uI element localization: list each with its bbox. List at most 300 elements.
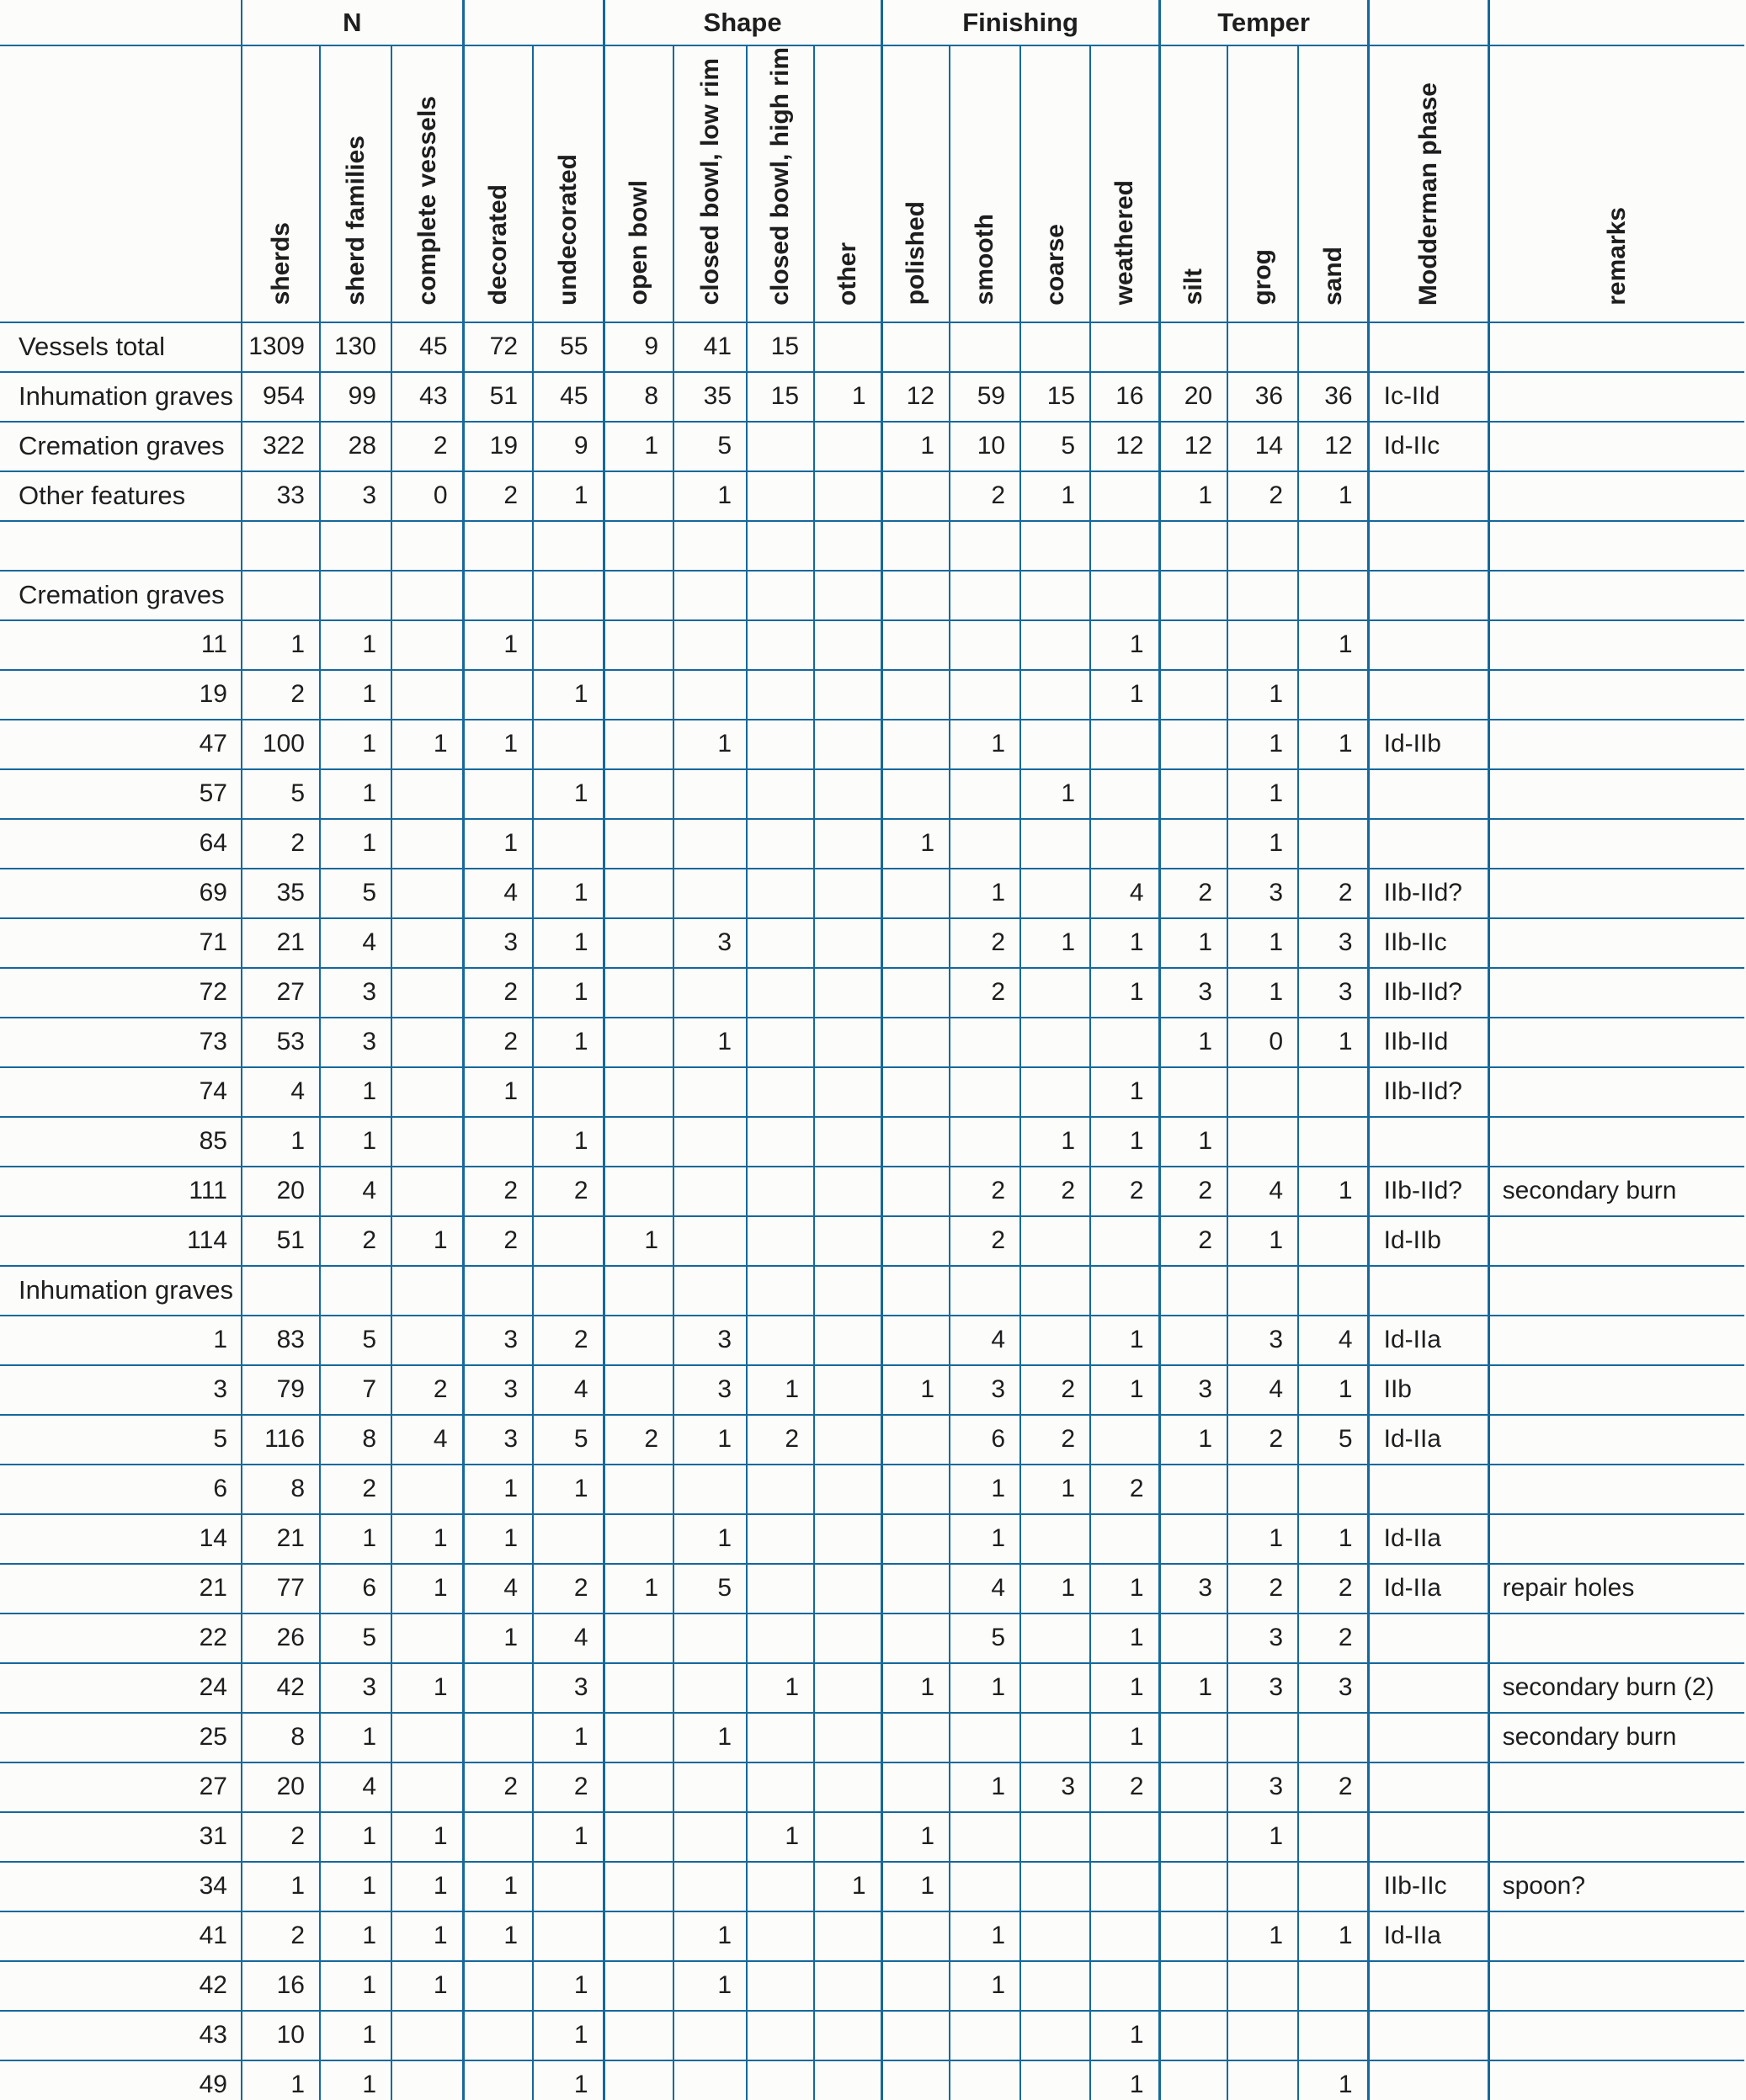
cell-modderman-phase: Id-IIa: [1368, 1415, 1488, 1465]
cell-undecorated: 2: [533, 1167, 604, 1216]
cell-undecorated: 4: [533, 1365, 604, 1415]
cell-closed-bowl-low-rim: [673, 1663, 747, 1713]
cell-decorated: [463, 1663, 533, 1713]
col-header-closed-bowl-low-rim: [673, 45, 747, 322]
cell-weathered: [1090, 1514, 1159, 1564]
cell-polished: 1: [881, 1812, 950, 1862]
cell-decorated: 2: [463, 1018, 533, 1067]
cell-sand: 1: [1298, 1167, 1368, 1216]
cell-undecorated: 1: [533, 769, 604, 819]
cell-silt: 2: [1159, 1167, 1227, 1216]
cell-weathered: [1090, 769, 1159, 819]
cell-grog: 1: [1227, 819, 1298, 869]
cell-other: [814, 471, 881, 521]
cell-closed-bowl-low-rim: [673, 1465, 747, 1514]
cell-other: [814, 1266, 881, 1316]
cell-sand: 1: [1298, 1018, 1368, 1067]
row-label: 19: [0, 670, 242, 720]
col-header-other: [814, 45, 881, 322]
cell-sand: 1: [1298, 1911, 1368, 1961]
column-group-unlabeled: [1488, 0, 1744, 45]
cell-sand: 2: [1298, 1564, 1368, 1614]
cell-remarks: [1488, 670, 1744, 720]
cell-remarks: [1488, 471, 1744, 521]
cell-open-bowl: [604, 1316, 673, 1365]
cell-silt: [1159, 1316, 1227, 1365]
cell-weathered: 1: [1090, 620, 1159, 670]
cell-sherd-families: 1: [320, 620, 391, 670]
cell-other: [814, 670, 881, 720]
table-row-19: [0, 670, 1744, 720]
col-header-sherds: [242, 45, 320, 322]
cell-closed-bowl-high-rim: [747, 720, 814, 769]
cell-open-bowl: [604, 1167, 673, 1216]
cell-remarks: [1488, 1067, 1744, 1117]
cell-complete-vessels: [391, 2011, 463, 2060]
cell-open-bowl: 8: [604, 372, 673, 422]
cell-weathered: [1090, 1961, 1159, 2011]
cell-other: [814, 1663, 881, 1713]
cell-closed-bowl-low-rim: 1: [673, 471, 747, 521]
cell-coarse: 2: [1020, 1365, 1090, 1415]
cell-coarse: 1: [1020, 918, 1090, 968]
cell-undecorated: [533, 1216, 604, 1266]
table-row-blank-4: [0, 521, 1744, 571]
col-header-label: sand: [1318, 246, 1347, 306]
cell-closed-bowl-low-rim: [673, 1266, 747, 1316]
cell-undecorated: [533, 521, 604, 571]
cell-silt: [1159, 1514, 1227, 1564]
cell-smooth: 2: [950, 471, 1020, 521]
cell-sherd-families: 7: [320, 1365, 391, 1415]
cell-other: [814, 571, 881, 620]
cell-complete-vessels: [391, 1762, 463, 1812]
cell-sherd-families: 1: [320, 2011, 391, 2060]
cell-sherd-families: 1: [320, 1067, 391, 1117]
cell-smooth: 3: [950, 1365, 1020, 1415]
cell-polished: [881, 1762, 950, 1812]
cell-open-bowl: [604, 2060, 673, 2100]
cell-modderman-phase: IIb-IIc: [1368, 918, 1488, 968]
cell-sherd-families: 1: [320, 1713, 391, 1762]
col-header-label: other: [833, 242, 862, 306]
table-row-27: [0, 1762, 1744, 1812]
cell-closed-bowl-low-rim: [673, 1614, 747, 1663]
cell-silt: 1: [1159, 1018, 1227, 1067]
cell-decorated: 2: [463, 1762, 533, 1812]
cell-grog: [1227, 521, 1298, 571]
cell-polished: [881, 1117, 950, 1167]
cell-smooth: [950, 819, 1020, 869]
cell-coarse: [1020, 1067, 1090, 1117]
cell-other: [814, 1018, 881, 1067]
cell-other: [814, 1514, 881, 1564]
cell-modderman-phase: [1368, 1812, 1488, 1862]
cell-silt: [1159, 1911, 1227, 1961]
col-header-coarse: [1020, 45, 1090, 322]
cell-polished: 1: [881, 819, 950, 869]
cell-remarks: [1488, 1365, 1744, 1415]
cell-sherd-families: 1: [320, 1117, 391, 1167]
row-label: 57: [0, 769, 242, 819]
table-row-cremation-graves: [0, 571, 1744, 620]
cell-sherds: 100: [242, 720, 320, 769]
cell-open-bowl: [604, 1266, 673, 1316]
table-corner-2: [0, 45, 242, 322]
cell-closed-bowl-high-rim: [747, 1316, 814, 1365]
cell-smooth: 1: [950, 1911, 1020, 1961]
cell-undecorated: 9: [533, 422, 604, 471]
cell-sand: [1298, 322, 1368, 372]
cell-polished: [881, 1167, 950, 1216]
cell-closed-bowl-low-rim: [673, 521, 747, 571]
cell-weathered: 1: [1090, 1614, 1159, 1663]
cell-open-bowl: [604, 1614, 673, 1663]
col-header-label: polished: [902, 201, 930, 306]
cell-closed-bowl-high-rim: [747, 1266, 814, 1316]
cell-other: [814, 769, 881, 819]
cell-smooth: 1: [950, 1762, 1020, 1812]
row-label: Inhumation graves: [0, 372, 242, 422]
cell-coarse: [1020, 1614, 1090, 1663]
cell-sand: 1: [1298, 1514, 1368, 1564]
cell-closed-bowl-high-rim: [747, 620, 814, 670]
row-label: 71: [0, 918, 242, 968]
cell-weathered: [1090, 1812, 1159, 1862]
cell-other: [814, 1117, 881, 1167]
row-label: 31: [0, 1812, 242, 1862]
cell-closed-bowl-low-rim: 3: [673, 1316, 747, 1365]
cell-silt: [1159, 1266, 1227, 1316]
cell-undecorated: 2: [533, 1564, 604, 1614]
cell-smooth: 2: [950, 1167, 1020, 1216]
cell-open-bowl: [604, 620, 673, 670]
cell-weathered: 1: [1090, 918, 1159, 968]
cell-closed-bowl-high-rim: [747, 2060, 814, 2100]
cell-decorated: [463, 670, 533, 720]
cell-decorated: 2: [463, 968, 533, 1018]
cell-smooth: [950, 620, 1020, 670]
cell-weathered: [1090, 1266, 1159, 1316]
cell-weathered: 1: [1090, 1316, 1159, 1365]
cell-other: [814, 322, 881, 372]
table-row-22: [0, 1614, 1744, 1663]
cell-remarks: spoon?: [1488, 1862, 1744, 1911]
column-group-n: N: [242, 0, 463, 45]
cell-weathered: 1: [1090, 1067, 1159, 1117]
cell-open-bowl: [604, 1961, 673, 2011]
row-label: 43: [0, 2011, 242, 2060]
cell-coarse: 1: [1020, 769, 1090, 819]
row-label: 3: [0, 1365, 242, 1415]
cell-sherds: 10: [242, 2011, 320, 2060]
table-row-3: [0, 1365, 1744, 1415]
cell-smooth: [950, 1117, 1020, 1167]
cell-smooth: 1: [950, 1465, 1020, 1514]
cell-polished: [881, 521, 950, 571]
cell-decorated: [463, 1266, 533, 1316]
cell-undecorated: 1: [533, 1713, 604, 1762]
cell-open-bowl: [604, 1663, 673, 1713]
cell-remarks: secondary burn: [1488, 1167, 1744, 1216]
cell-coarse: [1020, 1812, 1090, 1862]
cell-closed-bowl-high-rim: 15: [747, 372, 814, 422]
cell-modderman-phase: IIb-IId: [1368, 1018, 1488, 1067]
cell-modderman-phase: [1368, 471, 1488, 521]
cell-remarks: [1488, 521, 1744, 571]
cell-sherd-families: [320, 571, 391, 620]
col-header-label: sherd families: [341, 135, 370, 306]
cell-sherd-families: 3: [320, 471, 391, 521]
cell-other: [814, 1762, 881, 1812]
table-row-5: [0, 1415, 1744, 1465]
table-row-111: [0, 1167, 1744, 1216]
cell-closed-bowl-high-rim: [747, 471, 814, 521]
cell-polished: [881, 720, 950, 769]
row-label: 64: [0, 819, 242, 869]
cell-grog: 1: [1227, 720, 1298, 769]
cell-smooth: 1: [950, 1514, 1020, 1564]
table-corner: [0, 0, 242, 45]
cell-complete-vessels: 1: [391, 1216, 463, 1266]
cell-undecorated: [533, 620, 604, 670]
col-header-complete-vessels: [391, 45, 463, 322]
cell-complete-vessels: 2: [391, 422, 463, 471]
cell-open-bowl: [604, 2011, 673, 2060]
cell-decorated: 19: [463, 422, 533, 471]
cell-open-bowl: [604, 1713, 673, 1762]
cell-open-bowl: [604, 968, 673, 1018]
cell-weathered: 2: [1090, 1762, 1159, 1812]
cell-decorated: [463, 571, 533, 620]
cell-closed-bowl-low-rim: 5: [673, 1564, 747, 1614]
cell-other: [814, 918, 881, 968]
cell-weathered: [1090, 471, 1159, 521]
cell-coarse: [1020, 2060, 1090, 2100]
cell-remarks: secondary burn: [1488, 1713, 1744, 1762]
cell-smooth: [950, 322, 1020, 372]
cell-smooth: 1: [950, 869, 1020, 918]
cell-closed-bowl-low-rim: 41: [673, 322, 747, 372]
cell-decorated: 1: [463, 1465, 533, 1514]
cell-silt: 1: [1159, 1415, 1227, 1465]
cell-weathered: [1090, 1216, 1159, 1266]
cell-coarse: [1020, 620, 1090, 670]
cell-undecorated: 1: [533, 869, 604, 918]
cell-sherds: 1: [242, 620, 320, 670]
cell-closed-bowl-high-rim: [747, 1614, 814, 1663]
cell-other: [814, 1713, 881, 1762]
col-header-label: closed bowl, low rim: [695, 58, 724, 306]
cell-undecorated: 4: [533, 1614, 604, 1663]
cell-closed-bowl-low-rim: [673, 869, 747, 918]
cell-closed-bowl-high-rim: [747, 1862, 814, 1911]
cell-sherds: 20: [242, 1167, 320, 1216]
cell-polished: 12: [881, 372, 950, 422]
cell-polished: [881, 2011, 950, 2060]
cell-undecorated: 1: [533, 1812, 604, 1862]
cell-undecorated: 5: [533, 1415, 604, 1465]
cell-sherds: 8: [242, 1713, 320, 1762]
cell-sand: 1: [1298, 2060, 1368, 2100]
table-row-42: [0, 1961, 1744, 2011]
cell-sherd-families: 4: [320, 918, 391, 968]
cell-coarse: 1: [1020, 1564, 1090, 1614]
row-label: 49: [0, 2060, 242, 2100]
col-header-label: sherds: [266, 222, 295, 306]
cell-coarse: [1020, 1663, 1090, 1713]
table-row-73: [0, 1018, 1744, 1067]
col-header-closed-bowl-high-rim: [747, 45, 814, 322]
cell-grog: 3: [1227, 1762, 1298, 1812]
cell-complete-vessels: [391, 869, 463, 918]
cell-weathered: 1: [1090, 1564, 1159, 1614]
cell-silt: [1159, 620, 1227, 670]
cell-weathered: 1: [1090, 670, 1159, 720]
cell-grog: [1227, 2011, 1298, 2060]
cell-undecorated: [533, 1911, 604, 1961]
cell-smooth: 5: [950, 1614, 1020, 1663]
cell-sherds: 2: [242, 1812, 320, 1862]
cell-sherd-families: 1: [320, 670, 391, 720]
cell-other: [814, 968, 881, 1018]
cell-sherds: 16: [242, 1961, 320, 2011]
cell-closed-bowl-high-rim: [747, 968, 814, 1018]
cell-sherds: 1309: [242, 322, 320, 372]
cell-modderman-phase: [1368, 769, 1488, 819]
cell-complete-vessels: [391, 1167, 463, 1216]
cell-sand: 1: [1298, 620, 1368, 670]
table-row-49: [0, 2060, 1744, 2100]
cell-modderman-phase: [1368, 521, 1488, 571]
row-label: 73: [0, 1018, 242, 1067]
cell-silt: 2: [1159, 869, 1227, 918]
cell-modderman-phase: [1368, 322, 1488, 372]
table-row-57: [0, 769, 1744, 819]
cell-modderman-phase: [1368, 819, 1488, 869]
cell-remarks: [1488, 571, 1744, 620]
cell-modderman-phase: [1368, 1614, 1488, 1663]
row-label: 14: [0, 1514, 242, 1564]
cell-polished: [881, 1564, 950, 1614]
cell-grog: [1227, 1961, 1298, 2011]
cell-grog: 0: [1227, 1018, 1298, 1067]
cell-coarse: [1020, 571, 1090, 620]
cell-undecorated: 1: [533, 918, 604, 968]
col-header-smooth: [950, 45, 1020, 322]
cell-complete-vessels: 0: [391, 471, 463, 521]
cell-smooth: 2: [950, 918, 1020, 968]
cell-closed-bowl-high-rim: [747, 1564, 814, 1614]
cell-sand: 4: [1298, 1316, 1368, 1365]
cell-smooth: [950, 1713, 1020, 1762]
cell-open-bowl: [604, 1465, 673, 1514]
cell-silt: 1: [1159, 918, 1227, 968]
cell-silt: [1159, 521, 1227, 571]
cell-sherd-families: 3: [320, 968, 391, 1018]
cell-complete-vessels: [391, 571, 463, 620]
cell-remarks: [1488, 1812, 1744, 1862]
cell-polished: [881, 1911, 950, 1961]
table-row-14: [0, 1514, 1744, 1564]
cell-modderman-phase: IIb-IId?: [1368, 1067, 1488, 1117]
cell-sand: [1298, 670, 1368, 720]
cell-open-bowl: 2: [604, 1415, 673, 1465]
cell-weathered: 1: [1090, 2060, 1159, 2100]
cell-coarse: [1020, 670, 1090, 720]
cell-other: [814, 720, 881, 769]
cell-undecorated: 1: [533, 1018, 604, 1067]
cell-closed-bowl-low-rim: 35: [673, 372, 747, 422]
cell-open-bowl: [604, 1018, 673, 1067]
cell-grog: 2: [1227, 471, 1298, 521]
cell-closed-bowl-high-rim: 1: [747, 1663, 814, 1713]
cell-coarse: [1020, 968, 1090, 1018]
cell-weathered: 4: [1090, 869, 1159, 918]
cell-decorated: 2: [463, 1216, 533, 1266]
cell-complete-vessels: 1: [391, 1812, 463, 1862]
cell-complete-vessels: [391, 521, 463, 571]
cell-sand: [1298, 571, 1368, 620]
col-header-label: coarse: [1041, 223, 1069, 306]
cell-complete-vessels: 45: [391, 322, 463, 372]
cell-modderman-phase: IIb-IIc: [1368, 1862, 1488, 1911]
cell-open-bowl: [604, 1117, 673, 1167]
cell-decorated: [463, 2011, 533, 2060]
cell-silt: [1159, 1762, 1227, 1812]
cell-sherds: 33: [242, 471, 320, 521]
table-row-vessels-total: [0, 322, 1744, 372]
cell-modderman-phase: [1368, 1465, 1488, 1514]
col-header-label: smooth: [971, 214, 999, 306]
cell-other: [814, 869, 881, 918]
cell-decorated: 1: [463, 819, 533, 869]
cell-smooth: 2: [950, 1216, 1020, 1266]
cell-sherds: [242, 1266, 320, 1316]
cell-weathered: 1: [1090, 1663, 1159, 1713]
cell-sherds: 1: [242, 1862, 320, 1911]
cell-coarse: [1020, 869, 1090, 918]
cell-sherd-families: 2: [320, 1216, 391, 1266]
cell-polished: [881, 1316, 950, 1365]
cell-complete-vessels: [391, 968, 463, 1018]
cell-decorated: 3: [463, 1415, 533, 1465]
table-row-74: [0, 1067, 1744, 1117]
cell-smooth: 2: [950, 968, 1020, 1018]
cell-open-bowl: [604, 1862, 673, 1911]
cell-closed-bowl-high-rim: [747, 670, 814, 720]
cell-smooth: [950, 571, 1020, 620]
cell-silt: 1: [1159, 1117, 1227, 1167]
cell-sand: 2: [1298, 1614, 1368, 1663]
cell-sherds: 26: [242, 1614, 320, 1663]
table-row-11: [0, 620, 1744, 670]
cell-modderman-phase: [1368, 571, 1488, 620]
cell-sand: [1298, 769, 1368, 819]
cell-other: [814, 1067, 881, 1117]
table-row-41: [0, 1911, 1744, 1961]
cell-undecorated: 3: [533, 1663, 604, 1713]
cell-sand: 1: [1298, 1365, 1368, 1415]
cell-silt: [1159, 322, 1227, 372]
cell-polished: [881, 1018, 950, 1067]
cell-open-bowl: [604, 571, 673, 620]
table-row-inhumation-graves: [0, 1266, 1744, 1316]
cell-sherds: 2: [242, 1911, 320, 1961]
cell-coarse: [1020, 1316, 1090, 1365]
cell-decorated: 4: [463, 869, 533, 918]
cell-polished: [881, 1514, 950, 1564]
